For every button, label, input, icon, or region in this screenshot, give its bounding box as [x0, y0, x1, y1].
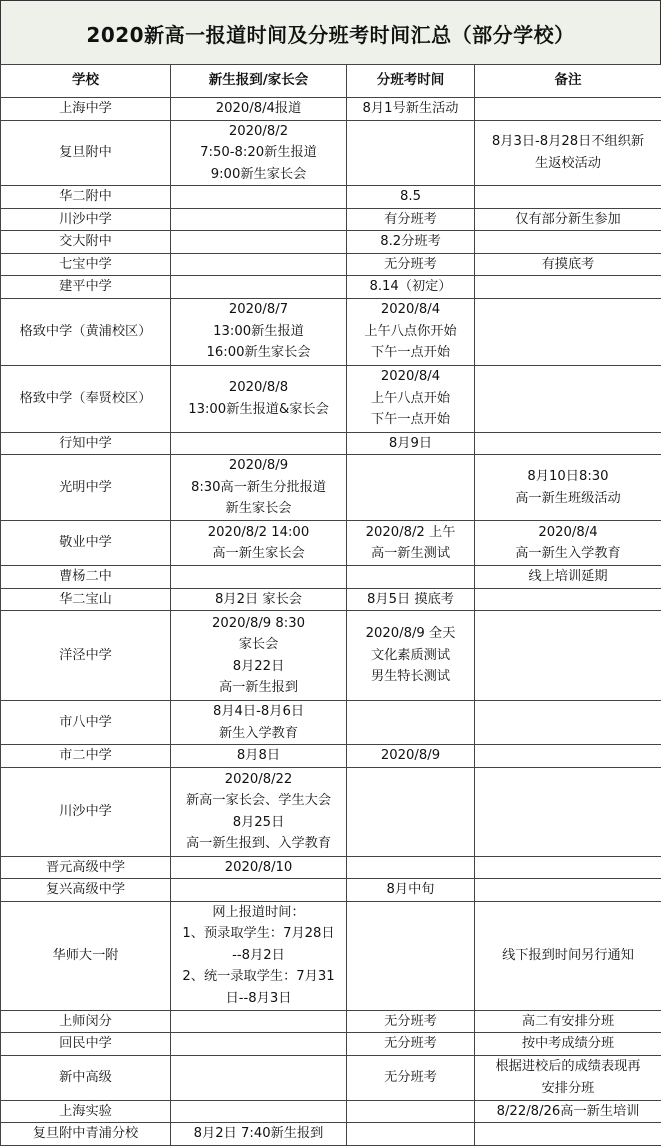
- table-row: [1, 276, 661, 299]
- registration-cell: [171, 879, 347, 902]
- notes-cell: [475, 231, 661, 254]
- notes-cell: 有摸底考: [475, 253, 661, 276]
- placement-exam-cell: 8.2分班考: [347, 231, 475, 254]
- registration-cell: 2020/8/2 14:00 高一新生家长会: [171, 521, 347, 566]
- school-cell: 华二宝山: [1, 588, 171, 611]
- school-cell: 新中高级: [1, 1055, 171, 1100]
- registration-cell: [171, 231, 347, 254]
- placement-exam-cell: [347, 901, 475, 1010]
- registration-cell: [171, 1033, 347, 1056]
- notes-cell: [475, 186, 661, 209]
- table-row: [1, 588, 661, 611]
- notes-cell: [475, 611, 661, 701]
- notes-cell: 8月10日8:30 高一新生班级活动: [475, 455, 661, 521]
- school-cell: 建平中学: [1, 276, 171, 299]
- table-row: [1, 566, 661, 589]
- table-row: [1, 611, 661, 701]
- placement-exam-cell: [347, 1123, 475, 1146]
- placement-exam-cell: [347, 856, 475, 879]
- schedule-table: [0, 64, 661, 1146]
- school-cell: 复旦附中: [1, 120, 171, 186]
- notes-cell: [475, 856, 661, 879]
- registration-cell: 2020/8/9 8:30 家长会 8月22日 高一新生报到: [171, 611, 347, 701]
- notes-cell: [475, 298, 661, 365]
- registration-cell: 8月2日 7:40新生报到: [171, 1123, 347, 1146]
- school-cell: 晋元高级中学: [1, 856, 171, 879]
- registration-cell: 2020/8/22 新高一家长会、学生大会 8月25日 高一新生报到、入学教育: [171, 767, 347, 856]
- school-cell: 上师闵分: [1, 1010, 171, 1033]
- notes-cell: [475, 1123, 661, 1146]
- table-row: [1, 1123, 661, 1146]
- notes-cell: [475, 98, 661, 121]
- table-row: [1, 186, 661, 209]
- school-cell: 川沙中学: [1, 767, 171, 856]
- school-cell: 华二附中: [1, 186, 171, 209]
- school-cell: 回民中学: [1, 1033, 171, 1056]
- registration-cell: 2020/8/10: [171, 856, 347, 879]
- table-row: [1, 1055, 661, 1100]
- notes-cell: 2020/8/4 高一新生入学教育: [475, 521, 661, 566]
- school-cell: 曹杨二中: [1, 566, 171, 589]
- school-cell: 川沙中学: [1, 208, 171, 231]
- notes-cell: [475, 745, 661, 768]
- table-row: [1, 1033, 661, 1056]
- placement-exam-cell: 8月9日: [347, 432, 475, 455]
- school-cell: 敬业中学: [1, 521, 171, 566]
- school-cell: 七宝中学: [1, 253, 171, 276]
- placement-exam-cell: 无分班考: [347, 1055, 475, 1100]
- placement-exam-cell: 8月中旬: [347, 879, 475, 902]
- registration-cell: [171, 432, 347, 455]
- school-cell: 交大附中: [1, 231, 171, 254]
- placement-exam-cell: [347, 455, 475, 521]
- table-row: [1, 120, 661, 186]
- registration-cell: 2020/8/8 13:00新生报道&家长会: [171, 365, 347, 432]
- table-row: [1, 208, 661, 231]
- placement-exam-cell: [347, 701, 475, 745]
- header-placement-exam: 分班考时间: [347, 65, 475, 98]
- table-row: [1, 745, 661, 768]
- registration-cell: [171, 186, 347, 209]
- school-cell: 复旦附中青浦分校: [1, 1123, 171, 1146]
- placement-exam-cell: 2020/8/4 上午八点你开始 下午一点开始: [347, 298, 475, 365]
- school-cell: 格致中学（奉贤校区）: [1, 365, 171, 432]
- school-cell: 行知中学: [1, 432, 171, 455]
- school-cell: 市二中学: [1, 745, 171, 768]
- table-row: [1, 365, 661, 432]
- registration-cell: [171, 253, 347, 276]
- header-registration: 新生报到/家长会: [171, 65, 347, 98]
- placement-exam-cell: 8月5日 摸底考: [347, 588, 475, 611]
- notes-cell: 高二有安排分班: [475, 1010, 661, 1033]
- notes-cell: [475, 701, 661, 745]
- notes-cell: 根据进校后的成绩表现再 安排分班: [475, 1055, 661, 1100]
- table-row: [1, 701, 661, 745]
- title-bar: [0, 0, 661, 65]
- registration-cell: [171, 566, 347, 589]
- placement-exam-cell: 8.5: [347, 186, 475, 209]
- notes-cell: [475, 276, 661, 299]
- placement-exam-cell: 2020/8/9 全天 文化素质测试 男生特长测试: [347, 611, 475, 701]
- table-body: [1, 98, 661, 1146]
- placement-exam-cell: [347, 566, 475, 589]
- notes-cell: 8/22/8/26高一新生培训: [475, 1100, 661, 1123]
- table-row: [1, 98, 661, 121]
- table-row: [1, 231, 661, 254]
- notes-cell: [475, 588, 661, 611]
- registration-cell: [171, 1100, 347, 1123]
- placement-exam-cell: [347, 120, 475, 186]
- notes-cell: 仅有部分新生参加: [475, 208, 661, 231]
- table-row: [1, 901, 661, 1010]
- registration-cell: 网上报道时间： 1、预录取学生：7月28日 --8月2日 2、统一录取学生：7月31 日--8月3日: [171, 901, 347, 1010]
- header-notes: 备注: [475, 65, 661, 98]
- school-cell: 复兴高级中学: [1, 879, 171, 902]
- header-school: 学校: [1, 65, 171, 98]
- registration-cell: 8月8日: [171, 745, 347, 768]
- school-cell: 华师大一附: [1, 901, 171, 1010]
- table-row: [1, 298, 661, 365]
- registration-cell: 8月2日 家长会: [171, 588, 347, 611]
- notes-cell: [475, 767, 661, 856]
- table-row: [1, 455, 661, 521]
- registration-cell: [171, 276, 347, 299]
- header-row: [1, 65, 661, 98]
- placement-exam-cell: 无分班考: [347, 253, 475, 276]
- registration-cell: 2020/8/2 7:50-8:20新生报道 9:00新生家长会: [171, 120, 347, 186]
- placement-exam-cell: [347, 1100, 475, 1123]
- school-cell: 市八中学: [1, 701, 171, 745]
- notes-cell: 线上培训延期: [475, 566, 661, 589]
- registration-cell: [171, 1010, 347, 1033]
- notes-cell: 按中考成绩分班: [475, 1033, 661, 1056]
- school-cell: 格致中学（黄浦校区）: [1, 298, 171, 365]
- placement-exam-cell: 8月1号新生活动: [347, 98, 475, 121]
- page-title: 2020新高一报道时间及分班考时间汇总（部分学校）: [86, 19, 574, 48]
- placement-exam-cell: 无分班考: [347, 1033, 475, 1056]
- registration-cell: 2020/8/9 8:30高一新生分批报道 新生家长会: [171, 455, 347, 521]
- table-row: [1, 856, 661, 879]
- school-cell: 洋泾中学: [1, 611, 171, 701]
- notes-cell: [475, 432, 661, 455]
- notes-cell: 线下报到时间另行通知: [475, 901, 661, 1010]
- notes-cell: 8月3日-8月28日不组织新 生返校活动: [475, 120, 661, 186]
- placement-exam-cell: 2020/8/9: [347, 745, 475, 768]
- placement-exam-cell: 2020/8/2 上午 高一新生测试: [347, 521, 475, 566]
- placement-exam-cell: 无分班考: [347, 1010, 475, 1033]
- table-row: [1, 1010, 661, 1033]
- registration-cell: 2020/8/4报道: [171, 98, 347, 121]
- placement-exam-cell: [347, 767, 475, 856]
- placement-exam-cell: 8.14（初定）: [347, 276, 475, 299]
- placement-exam-cell: 2020/8/4 上午八点开始 下午一点开始: [347, 365, 475, 432]
- registration-cell: 2020/8/7 13:00新生报道 16:00新生家长会: [171, 298, 347, 365]
- registration-cell: [171, 208, 347, 231]
- table-row: [1, 767, 661, 856]
- notes-cell: [475, 879, 661, 902]
- school-cell: 上海实验: [1, 1100, 171, 1123]
- table-row: [1, 879, 661, 902]
- table-row: [1, 1100, 661, 1123]
- notes-cell: [475, 365, 661, 432]
- table-row: [1, 253, 661, 276]
- school-cell: 光明中学: [1, 455, 171, 521]
- registration-cell: 8月4日-8月6日 新生入学教育: [171, 701, 347, 745]
- table-row: [1, 432, 661, 455]
- placement-exam-cell: 有分班考: [347, 208, 475, 231]
- table-row: [1, 521, 661, 566]
- school-cell: 上海中学: [1, 98, 171, 121]
- registration-cell: [171, 1055, 347, 1100]
